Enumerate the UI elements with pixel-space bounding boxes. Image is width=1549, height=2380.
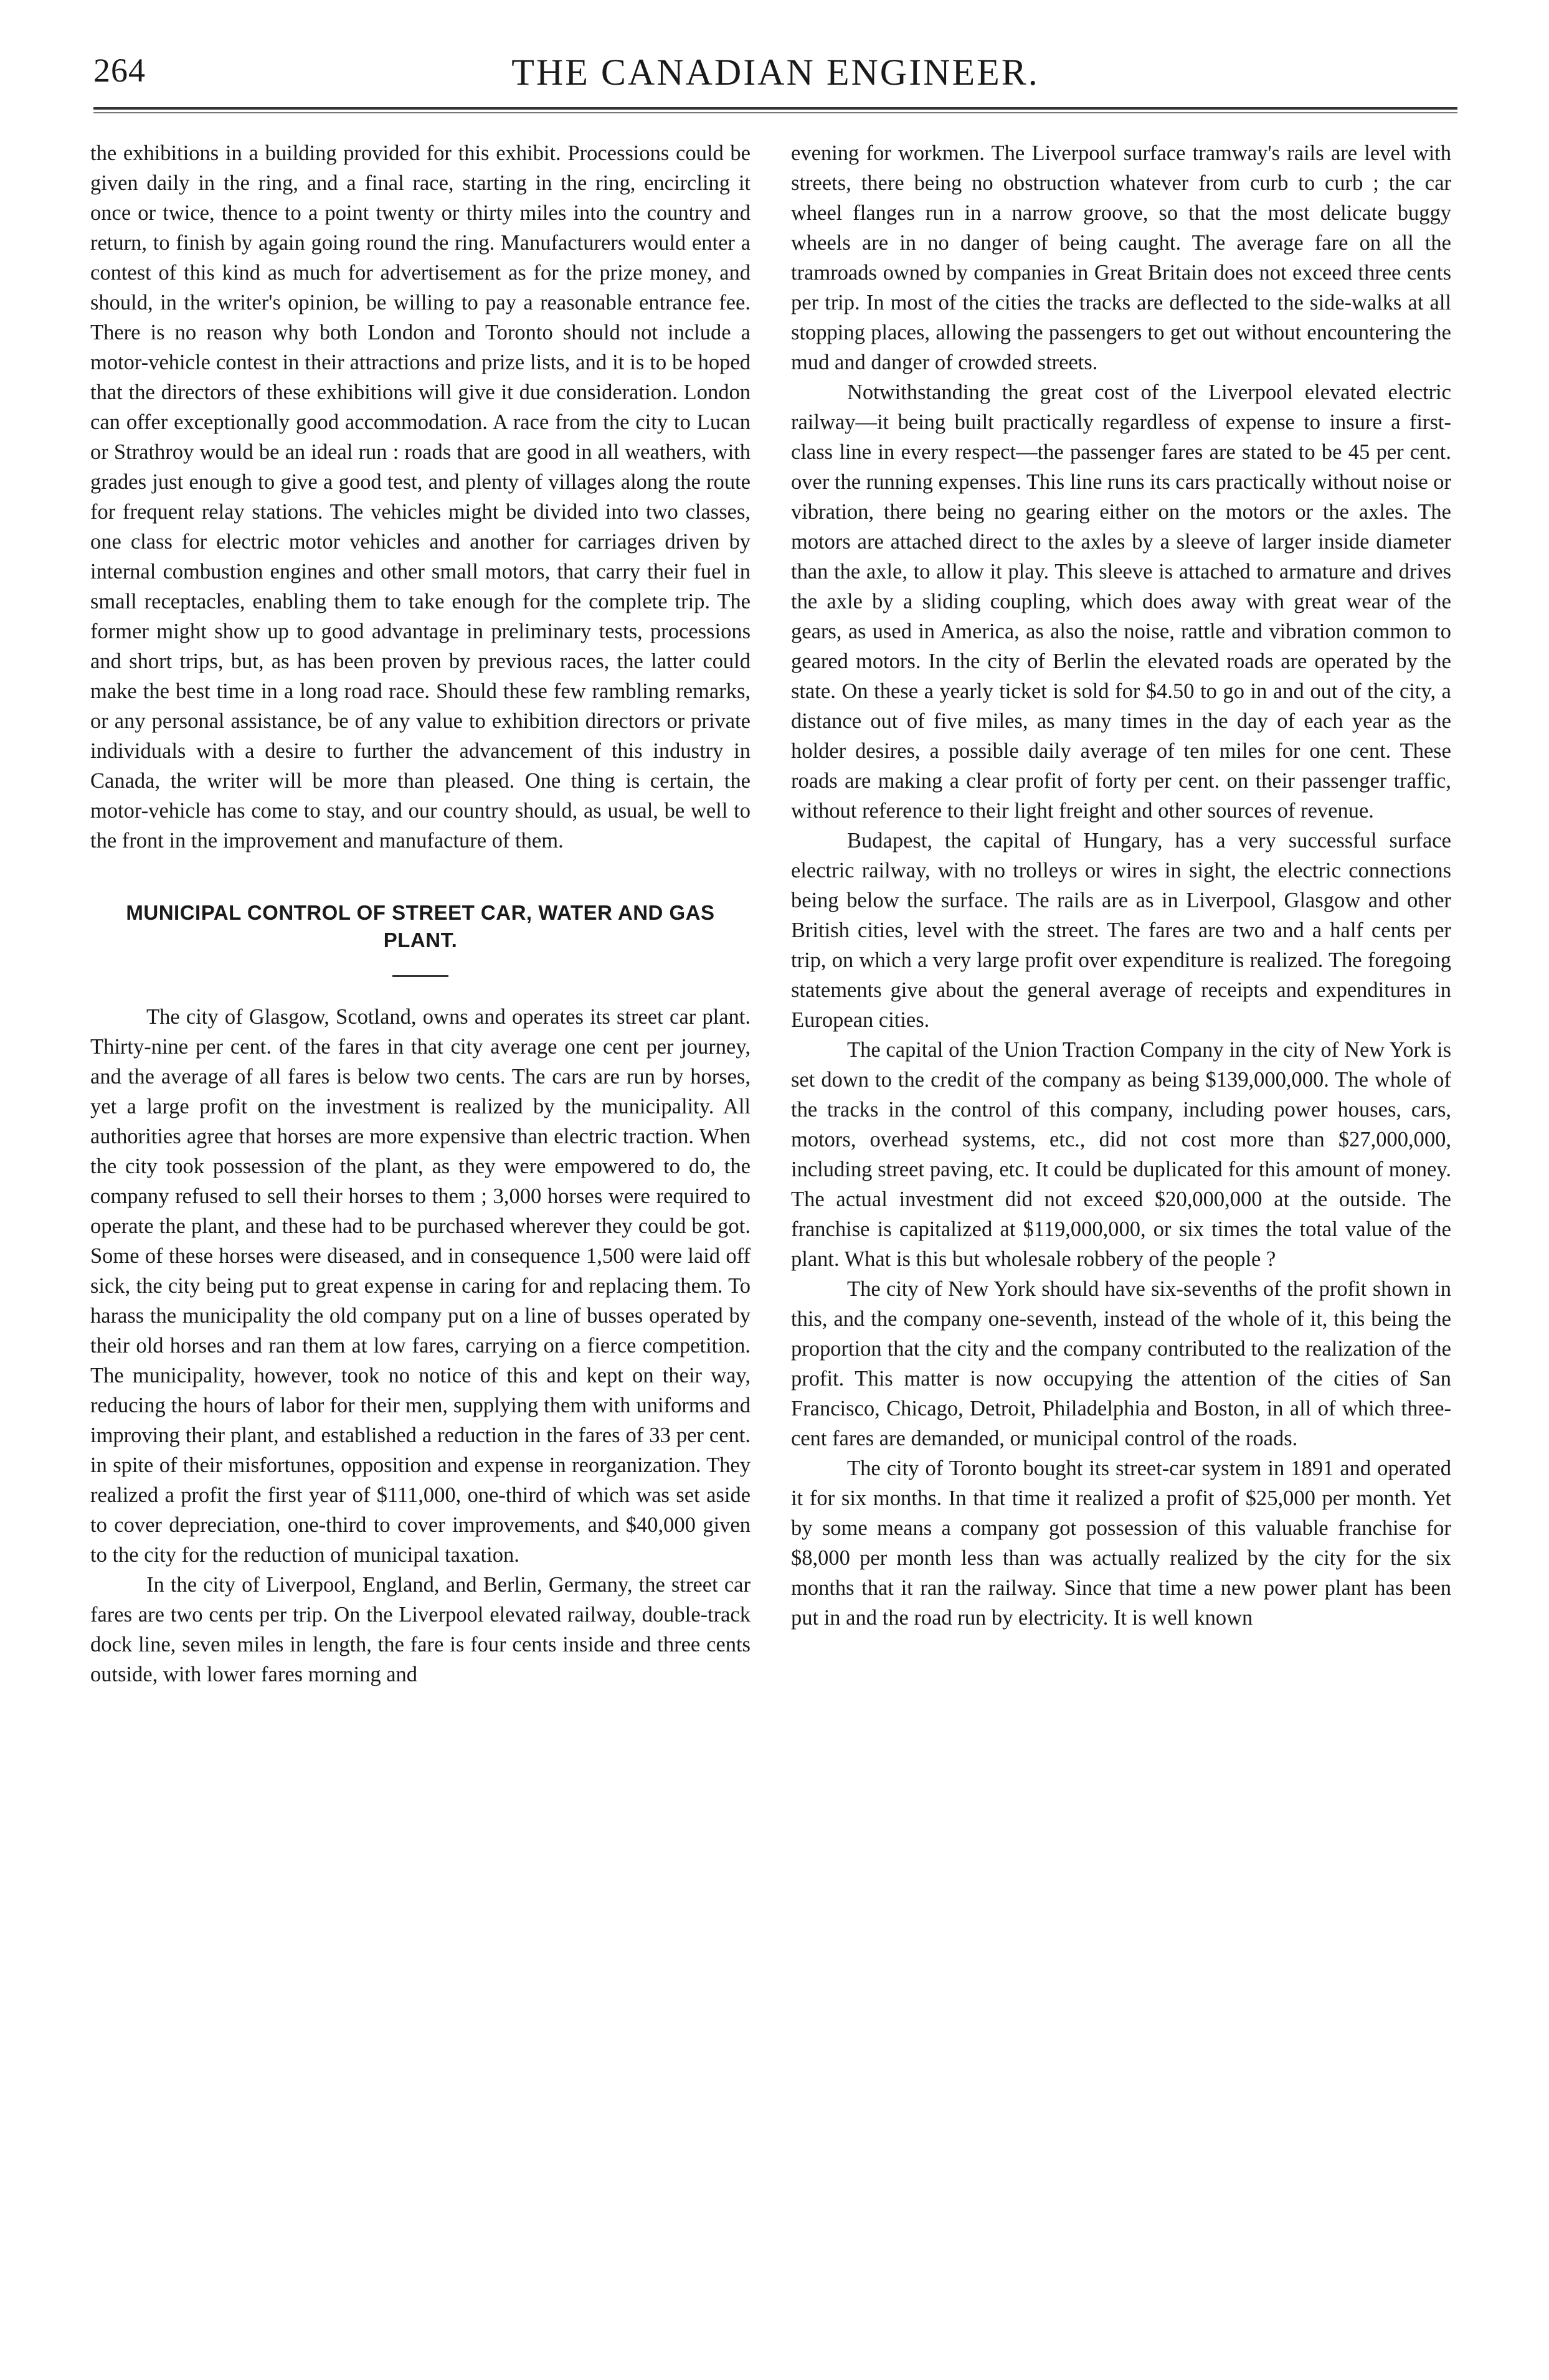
journal-title: THE CANADIAN ENGINEER. [511,52,1040,93]
paragraph: Budapest, the capital of Hungary, has a very successful surface electric railway, with no trolleys or wires in sight, the electric connections being below the surface. The rails are as in Liverpool, Glasgow and other British cities, level with the street. The fares are two and a half cents per trip, on which a very large profit over expenditure is realized. The foregoing statements give about the general average of receipts and expenditures in European cities. [791,829,1451,1032]
page-number: 264 [93,52,146,89]
paragraph: evening for workmen. The Liverpool surface tramway's rails are level with streets, there being no obstruction whatever from curb to curb ; the car wheel flanges run in a narrow groove, so that the most delicate buggy wheels are in no danger of being caught. The average fare on all the tramroads owned by companies in Great Britain does not exceed three cents per trip. In most of the cities the tracks are deflected to the side-walks at all stopping places, allowing the passengers to get out without encountering the mud and danger of crowded streets. [791,141,1451,374]
header-rule-thin [93,112,1457,113]
paragraph: The city of Toronto bought its street-car system in 1891 and operated it for six months. In that time it realized a profit of $25,000 per month. Yet by some means a company got possession of this valuable franchise for $8,000 per month less than was actually realized by the city for the six months that it ran the railway. Since that time a new power plant has been put in and the road run by electricity. It is well known [791,1457,1451,1630]
paragraph: the exhibitions in a building provided for this exhibit. Processions could be given daily in the ring, and a final race, starting in the ring, encircling it once or twice, thence to a point twenty or thirty miles into the country and return, to finish by again going round the ring. Manufacturers would enter a contest of this kind as much for advertisement as for the prize money, and should, in the writer's opinion, be willing to pay a reasonable entrance fee. There is no reason why both London and Toronto should not include a motor-vehicle contest in their attractions and prize lists, and it is to be hoped that the directors of these exhibitions will give it due consideration. London can offer exceptionally good accommodation. A race from the city to Lucan or Strathroy would be an ideal run : roads that are good in all weathers, with grades just enough to give a good test, and plenty of villages along the route for frequent relay stations. The vehicles might be divided into two classes, one class for electric motor vehicles and another for carriages driven by internal combustion engines and other small motors, that carry their fuel in small receptacles, enabling them to take enough for the complete trip. The former might show up to good advantage in preliminary tests, processions and short trips, but, as has been proven by previous races, the latter could make the best time in a long road race. Should these few rambling remarks, or any personal assistance, be of any value to exhibition directors or private individuals with a desire to further the advancement of this industry in Canada, the writer will be more than pleased. One thing is certain, the motor-vehicle has come to stay, and our country should, as usual, be well to the front in the improvement and manufacture of them. [90,141,751,852]
paragraph: The city of Glasgow, Scotland, owns and operates its street car plant. Thirty-nine per cent. of the fares in that city average one cent per journey, and the average of all fares is below two cents. The cars are run by horses, yet a large profit on the investment is realized by the municipality. All authorities agree that horses are more expensive than electric traction. When the city took possession of the plant, as they were empowered to do, the company refused to sell their horses to them ; 3,000 horses were required to operate the plant, and these had to be purchased wherever they could be got. Some of these horses were diseased, and in consequence 1,500 were laid off sick, the city being put to great expense in caring for and replacing them. To harass the municipality the old company put on a line of busses operated by their old horses and ran them at low fares, carrying on a fierce competition. The municipality, however, took no notice of this and kept on their way, reducing the hours of labor for their men, supplying them with uniforms and improving their plant, and established a reduction in the fares of 33 per cent. in spite of their misfortunes, opposition and expense in reorganization. They realized a profit the first year of $111,000, one-third of which was set aside to cover depreciation, one-third to cover improvements, and $40,000 given to the city for the reduction of municipal taxation. [90,1005,751,1567]
paragraph: The city of New York should have six-sevenths of the profit shown in this, and the company one-seventh, instead of the whole of it, this being the proportion that the city and the company contributed to the realization of the profit. This matter is now occupying the attention of the cities of San Francisco, Chicago, Detroit, Philadelphia and Boston, in all of which three-cent fares are demanded, or municipal control of the roads. [791,1277,1451,1450]
paragraph: The capital of the Union Traction Company in the city of New York is set down to the credit of the company as being $139,000,000. The whole of the tracks in the control of this company, including power houses, cars, motors, overhead systems, etc., did not cost more than $27,000,000, including street paving, etc. It could be duplicated for this amount of money. The actual investment did not exceed $20,000,000 at the outside. The franchise is capitalized at $119,000,000, or six times the total value of the plant. What is this but wholesale robbery of the people ? [791,1038,1451,1271]
section-heading: MUNICIPAL CONTROL OF STREET CAR, WATER AND GAS PLANT. [126,901,715,952]
paragraph: Notwithstanding the great cost of the Liverpool elevated electric railway—it being built practically regardless of expense to insure a first-class line in every respect—the passenger fares are stated to be 45 per cent. over the running expenses. This line runs its cars practically without noise or vibration, there being no gearing either on the motors or the axles. The motors are attached direct to the axles by a sleeve of larger inside diameter than the axle, to allow it play. This sleeve is attached to armature and drives the axle by a sliding coupling, which does away with great wear of the gears, as used in America, as also the noise, rattle and vibration common to geared motors. In the city of Berlin the elevated roads are operated by the state. On these a yearly ticket is sold for $4.50 to go in and out of the city, a distance out of five miles, as many times in the day of each year as the holder desires, a possible daily average of ten miles for one cent. These roads are making a clear profit of forty per cent. on their passenger traffic, without reference to their light freight and other sources of revenue. [791,380,1451,823]
heading-rule [392,975,448,977]
right-column [791,138,1451,1633]
header-rule [93,107,1457,110]
paragraph: In the city of Liverpool, England, and Berlin, Germany, the street car fares are two cents per trip. On the Liverpool elevated railway, double-track dock line, seven miles in length, the fare is four cents inside and three cents outside, with lower fares morning and [90,1573,751,1686]
left-column [90,138,751,1689]
